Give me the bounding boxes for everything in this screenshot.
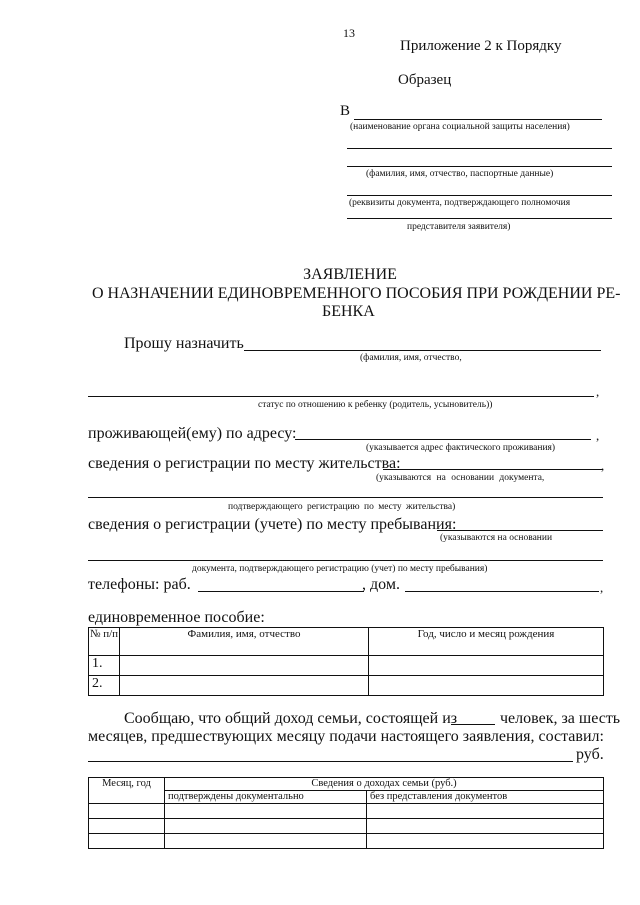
addressee-hint-fio: (фамилия, имя, отчество, паспортные данные) [366,169,554,179]
phone-home-field[interactable] [405,591,599,592]
income-undocumented-cell[interactable] [367,819,604,834]
child-birthdate-cell[interactable] [369,656,604,676]
table-row [89,656,604,676]
income-text-2: месяцев, предшествующих месяцу подачи настоящего заявления, составил: [88,728,604,745]
income-header-month: Месяц, год [89,778,165,804]
appendix-label: Приложение 2 к Порядку [400,38,562,54]
header-birthdate: Год, число и месяц рождения [369,628,604,656]
phone-home-label: , дом. [362,576,400,593]
row-number: 2. [89,676,120,696]
income-amount-field[interactable] [88,761,573,762]
income-text-1b: человек, за шесть [500,710,621,727]
table-row [89,819,604,834]
header-number: № п/п [89,628,120,656]
doc-title-line3: БЕНКА [322,303,375,320]
table-row [89,676,604,696]
stay-label: сведения о регистрации (учете) по месту пребывания: [88,516,457,533]
stay-field[interactable] [437,530,603,531]
residence-hint-1: (указываются на основании документа, [376,473,545,483]
addressee-prefix: В [340,103,351,119]
table-row [89,804,604,819]
child-fio-cell[interactable] [120,656,369,676]
income-month-cell[interactable] [89,804,165,819]
children-table-header [89,628,604,656]
table-row [89,834,604,849]
address-hint: (указывается адрес фактического проживания) [366,443,556,453]
family-size-field[interactable] [451,724,495,725]
address-field[interactable] [295,439,591,440]
allowance-label: единовременное пособие: [88,609,265,626]
addressee-line-2[interactable] [347,148,612,149]
income-documented-cell[interactable] [165,834,367,849]
addressee-org-field[interactable] [354,119,602,120]
addressee-line-5[interactable] [347,218,612,219]
income-header-undocumented: без представления документов [367,791,604,804]
stay-hint-1: (указываются на основании [440,533,553,543]
currency-label: руб. [576,746,604,763]
income-month-cell[interactable] [89,834,165,849]
status-field[interactable] [88,396,594,397]
request-label: Прошу назначить [124,335,244,352]
page-number: 13 [343,26,355,40]
phone-comma: , [600,580,604,595]
applicant-fio-field[interactable] [244,350,601,351]
addressee-line-4[interactable] [347,195,612,196]
sample-label: Образец [398,72,452,88]
stay-field-2[interactable] [88,560,603,561]
income-undocumented-cell[interactable] [367,804,604,819]
child-fio-cell[interactable] [120,676,369,696]
income-table [88,777,604,849]
status-hint: статус по отношению к ребенку (родитель, усыновитель)) [258,400,493,410]
phone-work-label: телефоны: раб. [88,576,191,593]
income-text-1a: Сообщаю, что общий доход семьи, состоящей из [124,710,458,727]
doc-title-line1: ЗАЯВЛЕНИЕ [303,266,397,283]
child-birthdate-cell[interactable] [369,676,604,696]
residence-comma: , [601,458,605,473]
address-label: проживающей(ему) по адресу: [88,425,297,442]
residence-hint-2: подтверждающего регистрацию по месту жительства) [228,502,456,512]
income-undocumented-cell[interactable] [367,834,604,849]
phone-work-field[interactable] [198,591,364,592]
addressee-line-3[interactable] [347,166,612,167]
addressee-hint-rep: представителя заявителя) [407,222,511,232]
stay-hint-2: документа, подтверждающего регистрацию (учет) по месту пребывания) [192,564,488,574]
income-header-group: Сведения о доходах семьи (руб.) [165,778,604,791]
children-table [88,627,604,696]
income-documented-cell[interactable] [165,804,367,819]
header-fio: Фамилия, имя, отчество [120,628,369,656]
addressee-hint-docs: (реквизиты документа, подтверждающего полномочия [349,198,571,208]
address-comma: , [596,428,600,443]
doc-title-line2: О НАЗНАЧЕНИИ ЕДИНОВРЕМЕННОГО ПОСОБИЯ ПРИ РОЖДЕНИИ РЕ- [92,285,621,302]
income-month-cell[interactable] [89,819,165,834]
row-number: 1. [89,656,120,676]
addressee-hint-org: (наименование органа социальной защиты населения) [350,122,570,132]
fio-hint: (фамилия, имя, отчество, [360,353,462,363]
income-documented-cell[interactable] [165,819,367,834]
residence-label: сведения о регистрации по месту жительства: [88,455,401,472]
income-header-documented: подтверждены документально [165,791,367,804]
residence-field-2[interactable] [88,497,603,498]
status-comma: , [596,384,600,399]
residence-field[interactable] [383,469,603,470]
